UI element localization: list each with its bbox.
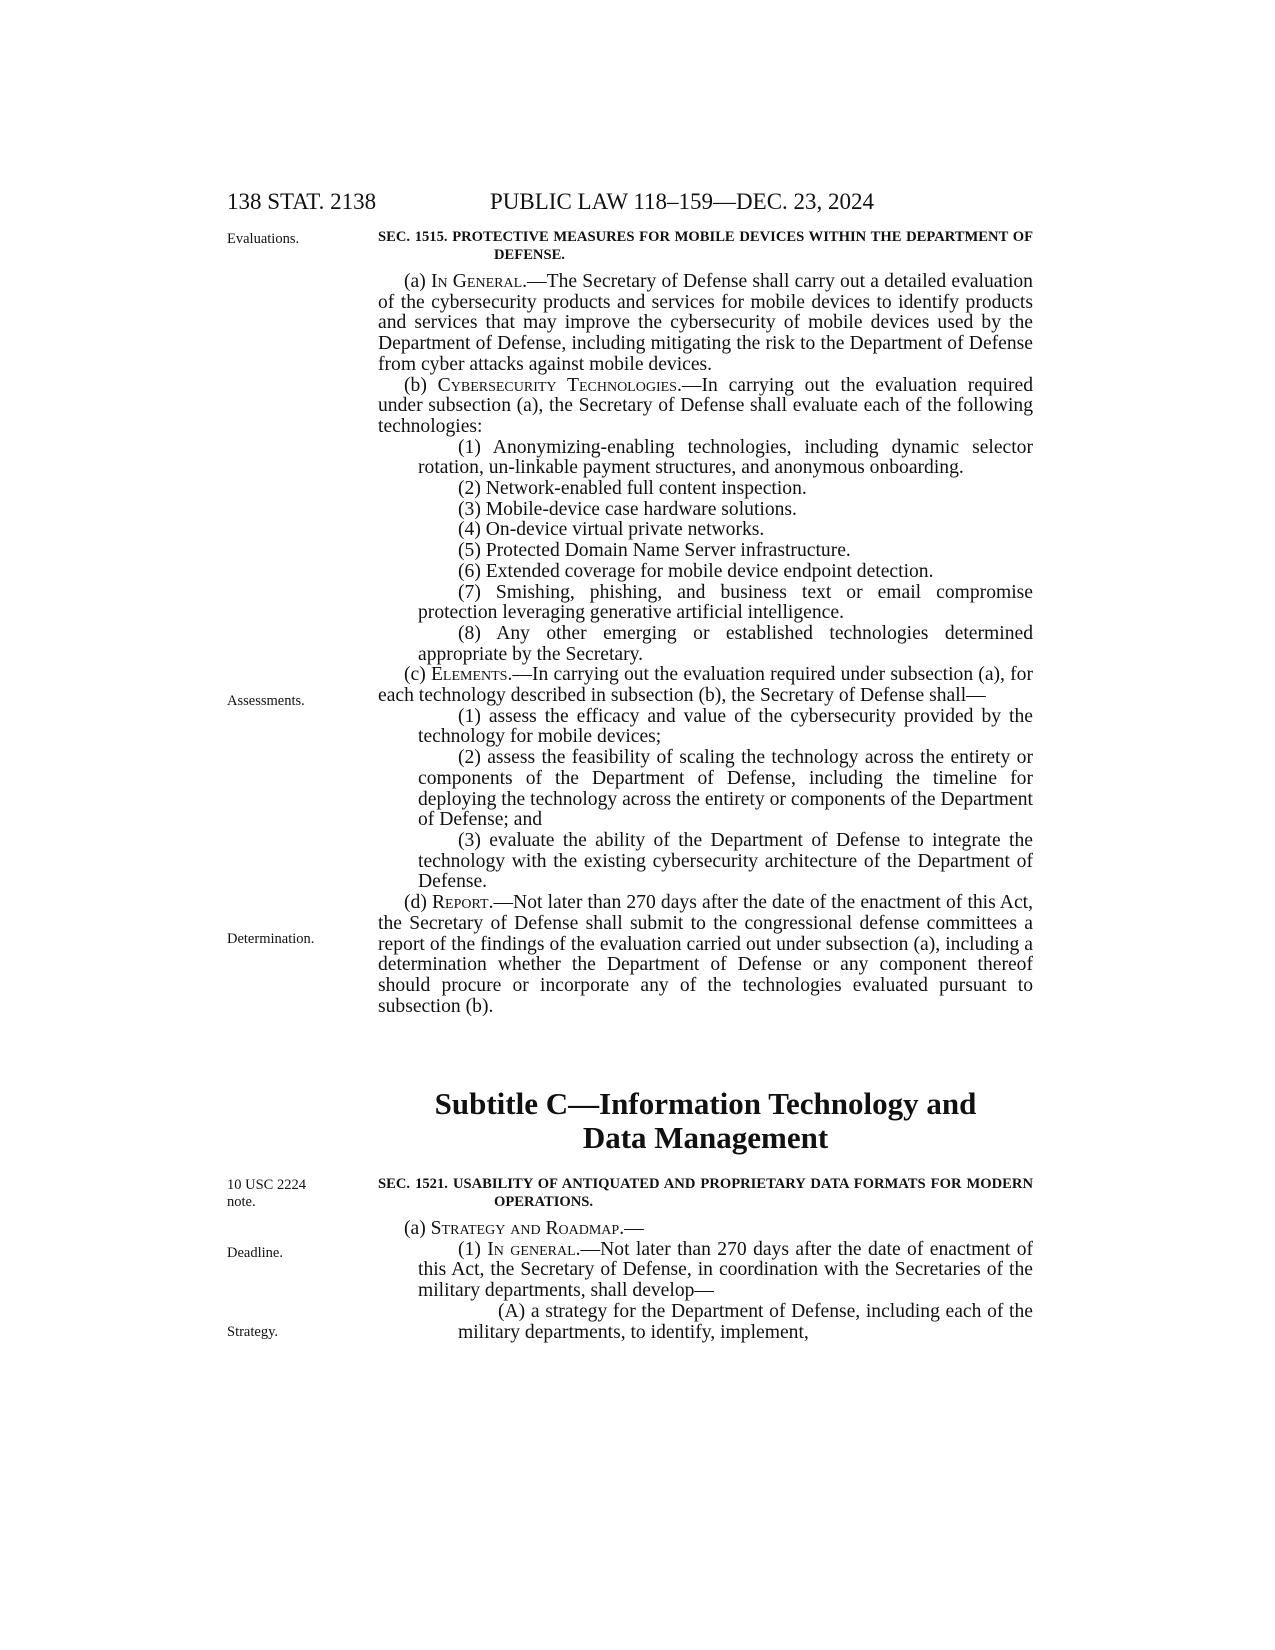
running-title: PUBLIC LAW 118–159—DEC. 23, 2024 bbox=[490, 189, 875, 214]
page-stat-number: 138 STAT. 2138 bbox=[227, 189, 377, 214]
subsection-a-title: In General bbox=[430, 271, 523, 292]
list-item: (2) assess the feasibility of scaling the technology across the entirety or components of the Department of Defense, including the timeline for deploying the technology across the entirety or components of the Department of Defense; and bbox=[418, 747, 1033, 831]
list-item: (2) Network-enabled full content inspection. bbox=[458, 478, 807, 500]
section-1521-heading: SEC. 1521. USABILITY OF ANTIQUATED AND PROPRIETARY DATA FORMATS FOR MODERN OPERATIONS. bbox=[378, 1176, 1033, 1210]
list-item: (1) assess the efficacy and value of the cybersecurity provided by the technology for mobile devices; bbox=[418, 705, 1033, 748]
subtitle-line2: Data Management bbox=[582, 1120, 829, 1155]
section-1515 bbox=[378, 229, 1033, 1017]
section-1521 bbox=[378, 1176, 1033, 1343]
subsection-c: (c) Elements.—In carrying out the evaluation required under subsection (a), for each technology described in subsection (b), the Secretary of Defense shall— bbox=[378, 664, 1033, 707]
subsection-c-title: Elements bbox=[430, 664, 508, 686]
subsection-b: (b) Cybersecurity Technologies.—In carrying out the evaluation required under subsection (a), the Secretary of Defense shall evaluate each of the following technologies: bbox=[378, 374, 1033, 437]
margin-note-deadline: Deadline. bbox=[227, 1245, 283, 1261]
subtitle-heading bbox=[378, 1087, 1033, 1155]
subsection-a: (a) In General.—The Secretary of Defense shall carry out a detailed evaluation of the cybersecurity products and services for mobile devices to identify products and services that may improve the cybersecurity of mobile devices used by the Department of Defense, including mitigating the risk to the Department of Defense from cyber attacks against mobile devices. bbox=[378, 271, 1033, 375]
margin-note-assessments: Assessments. bbox=[227, 693, 305, 709]
paragraph-1: (1) In general.—Not later than 270 days after the date of enactment of this Act, the Secretary of Defense, in coordination with the Secretaries of the military departments, shall develop— bbox=[418, 1238, 1034, 1302]
subsection-d-title: Report bbox=[431, 892, 489, 914]
subsection-a: (a) Strategy and Roadmap.— bbox=[404, 1218, 644, 1239]
margin-note-evaluations: Evaluations. bbox=[227, 231, 300, 247]
list-item: (8) Any other emerging or established technologies determined appropriate by the Secretary. bbox=[418, 622, 1033, 665]
list-item: (3) evaluate the ability of the Department of Defense to integrate the technology with the existing cybersecurity architecture of the Department of Defense. bbox=[418, 829, 1033, 893]
paragraph-1-title: In general bbox=[487, 1238, 576, 1260]
margin-note-strategy: Strategy. bbox=[227, 1324, 279, 1340]
subparagraph-A: (A) a strategy for the Department of Defense, including each of the military departments, to identify, implement, bbox=[458, 1300, 1033, 1343]
list-item: (4) On-device virtual private networks. bbox=[458, 519, 765, 541]
section-1515-heading: SEC. 1515. PROTECTIVE MEASURES FOR MOBILE DEVICES WITHIN THE DEPARTMENT OF DEFENSE. bbox=[378, 229, 1033, 263]
list-item: (5) Protected Domain Name Server infrastructure. bbox=[458, 540, 851, 562]
list-item: (6) Extended coverage for mobile device endpoint detection. bbox=[458, 560, 934, 582]
list-item: (1) Anonymizing-enabling technologies, including dynamic selector rotation, un-linkable payment structures, and anonymous onboarding. bbox=[418, 436, 1033, 479]
list-item: (3) Mobile-device case hardware solutions. bbox=[458, 498, 797, 520]
subtitle-line1: Subtitle C—Information Technology and bbox=[434, 1086, 977, 1121]
subsection-d: (d) Report.—Not later than 270 days after the date of the enactment of this Act, the Secretary of Defense shall submit to the congressional defense committees a report of the findings of the evaluation carried out under subsection (a), including a determination whether the Department of Defense or any component thereof should procure or incorporate any of the technologies evaluated pursuant to subsection (b). bbox=[378, 892, 1033, 1017]
usc-citation-line2: note. bbox=[227, 1194, 256, 1210]
subsection-a-title: Strategy and Roadmap bbox=[430, 1218, 620, 1239]
subsection-b-title: Cybersecurity Technologies bbox=[437, 374, 677, 396]
list-item: (7) Smishing, phishing, and business text or email compromise protection leveraging generative artificial intelligence. bbox=[418, 581, 1033, 624]
usc-citation-line1: 10 USC 2224 bbox=[227, 1177, 306, 1193]
margin-note-usc-citation bbox=[227, 1177, 337, 1211]
margin-note-determination: Determination. bbox=[227, 931, 315, 947]
